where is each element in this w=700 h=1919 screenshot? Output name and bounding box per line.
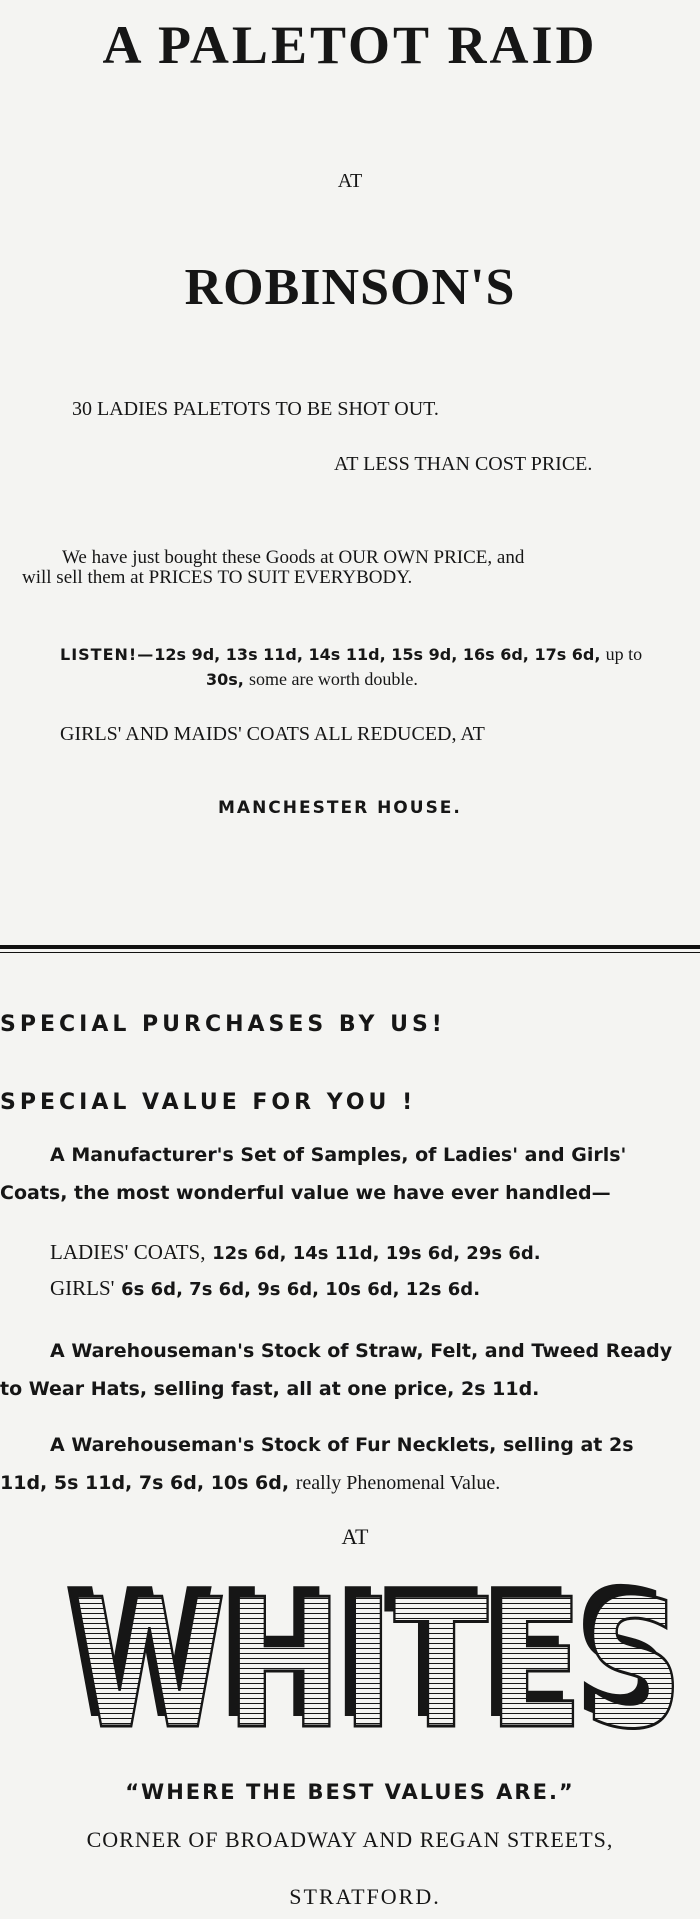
- special-purchases-heading: SPECIAL PURCHASES BY US!: [0, 1012, 446, 1037]
- girls-coats-prices: [50, 1276, 480, 1301]
- paragraph-line: will sell them at PRICES TO SUIT EVERYBODY.: [22, 567, 413, 588]
- house-name: MANCHESTER HOUSE.: [218, 798, 462, 818]
- paragraph-line: 11d, 5s 11d, 7s 6d, 10s 6d,: [0, 1472, 290, 1494]
- whites-logo: [58, 1568, 698, 1738]
- ladies-coats-prices: [50, 1240, 541, 1265]
- fur-paragraph: [0, 1426, 700, 1502]
- paragraph-line: A Manufacturer's Set of Samples, of Ladies' and Girls': [50, 1144, 627, 1166]
- samples-paragraph: [0, 1136, 700, 1212]
- logo-text: WHITES: [73, 1568, 683, 1738]
- listen-prices: 12s 9d, 13s 11d, 14s 11d, 15s 9d, 16s 6d, 17s 6d,: [154, 645, 601, 664]
- listen-prices-2: 30s,: [206, 670, 244, 689]
- city-line: STRATFORD.: [289, 1884, 441, 1909]
- ladies-values: 12s 6d, 14s 11d, 19s 6d, 29s 6d.: [212, 1243, 541, 1264]
- description-paragraph: [22, 548, 692, 588]
- at-label: AT: [337, 170, 363, 192]
- paragraph-line: A Warehouseman's Stock of Fur Necklets, selling at 2s: [50, 1434, 634, 1456]
- slogan: “WHERE THE BEST VALUES ARE.”: [125, 1780, 575, 1804]
- paragraph-line: A Warehouseman's Stock of Straw, Felt, and Tweed Ready: [50, 1340, 673, 1362]
- listen-tail: up to: [605, 644, 643, 664]
- paragraph-line: to Wear Hats, selling fast, all at one price, 2s 11d.: [0, 1378, 540, 1400]
- column-rule-thin: [0, 952, 700, 953]
- price-note: AT LESS THAN COST PRICE.: [334, 453, 593, 475]
- headline: A PALETOT RAID: [102, 15, 598, 75]
- ladies-label: LADIES' COATS,: [50, 1240, 206, 1264]
- listen-paragraph: [60, 642, 690, 692]
- girls-label: GIRLS': [50, 1276, 115, 1300]
- listen-lead: LISTEN!—: [60, 645, 155, 664]
- special-value-heading: SPECIAL VALUE FOR YOU !: [0, 1090, 417, 1115]
- at-label: AT: [341, 1524, 369, 1549]
- paragraph-line: Coats, the most wonderful value we have ever handled—: [0, 1182, 611, 1204]
- column-rule: [0, 945, 700, 949]
- paragraph-line: We have just bought these Goods at OUR OWN PRICE, and: [62, 547, 525, 568]
- girls-coats-line: GIRLS' AND MAIDS' COATS ALL REDUCED, AT: [60, 723, 485, 745]
- listen-tail-2: some are worth double.: [248, 669, 418, 689]
- hats-paragraph: [0, 1332, 700, 1408]
- store-name: ROBINSON'S: [184, 259, 516, 316]
- address-line: CORNER OF BROADWAY AND REGAN STREETS,: [86, 1827, 614, 1852]
- offer-line: 30 LADIES PALETOTS TO BE SHOT OUT.: [72, 398, 439, 420]
- girls-values: 6s 6d, 7s 6d, 9s 6d, 10s 6d, 12s 6d.: [121, 1279, 481, 1300]
- fur-tail: really Phenomenal Value.: [295, 1472, 501, 1494]
- logo-shadow-text: WHITES: [63, 1568, 673, 1738]
